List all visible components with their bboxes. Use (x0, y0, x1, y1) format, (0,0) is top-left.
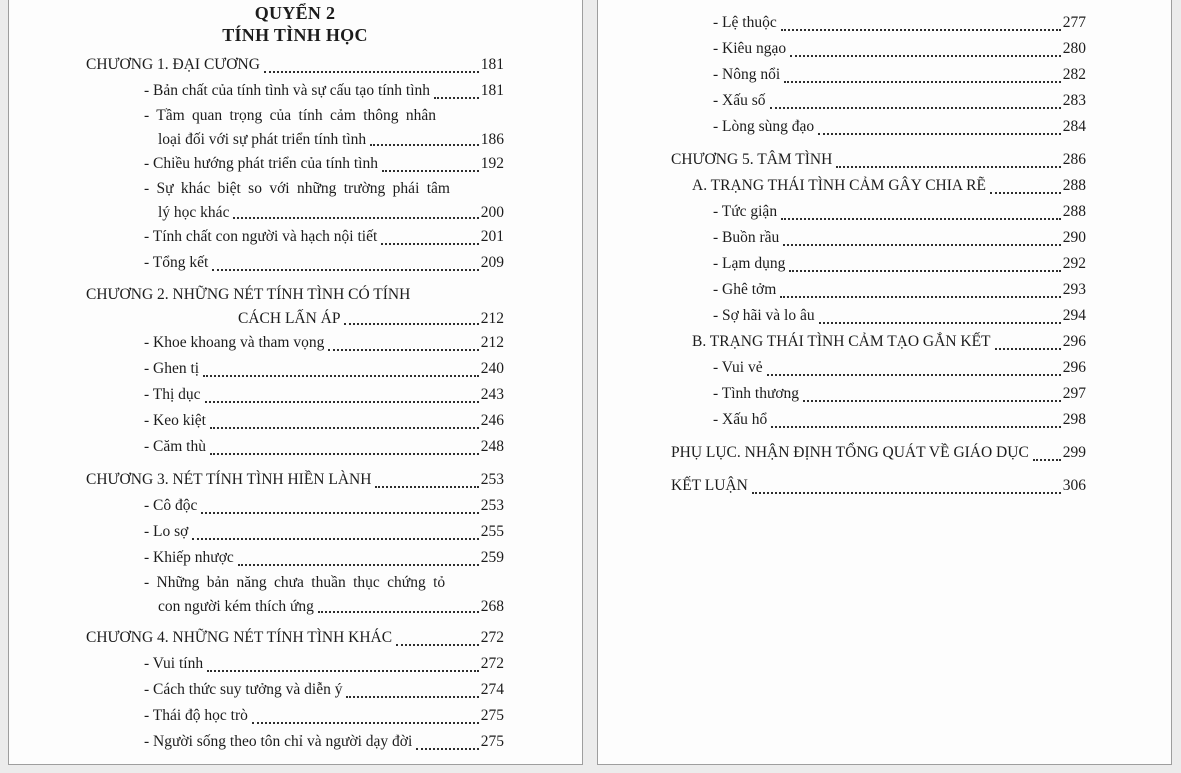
toc-entry (86, 625, 504, 651)
toc-entry-text: con người kém thích ứng (158, 598, 314, 615)
dot-leader (770, 107, 1061, 109)
page-number: 297 (1062, 385, 1086, 402)
page-number: 201 (480, 228, 504, 245)
toc-entry-text: - Sợ hãi và lo âu (713, 307, 815, 324)
dot-leader (781, 29, 1061, 31)
dot-leader (990, 192, 1061, 194)
dot-leader (192, 538, 478, 540)
toc-list-right (671, 10, 1086, 499)
dot-leader (783, 244, 1060, 246)
toc-entry-text: - Ghê tởm (713, 281, 777, 298)
page-number: 275 (480, 733, 504, 750)
toc-entry-text: A. TRẠNG THÁI TÌNH CẢM GÂY CHIA RẼ (692, 177, 986, 194)
toc-entry-text: - Lòng sùng đạo (713, 118, 815, 135)
toc-entry-continuation (86, 595, 504, 618)
dot-leader (818, 133, 1061, 135)
toc-entry (86, 250, 504, 276)
page-number: 283 (1062, 92, 1086, 109)
toc-entry-text: - Cô độc (144, 497, 198, 514)
toc-entry (671, 303, 1086, 329)
page-number: 298 (1062, 411, 1086, 428)
dot-leader (346, 696, 478, 698)
toc-entry-text: - Thị dục (144, 386, 201, 403)
toc-entry-text: - Lo sợ (144, 523, 189, 540)
dot-leader (205, 401, 479, 403)
toc-entry (86, 408, 504, 434)
page-number: 248 (480, 438, 504, 455)
dot-leader (819, 322, 1061, 324)
toc-entry (86, 729, 504, 755)
toc-heading (86, 2, 504, 46)
page-number: 268 (480, 598, 504, 615)
dot-leader (790, 55, 1061, 57)
page-number: 240 (480, 360, 504, 377)
page-number: 253 (480, 497, 504, 514)
toc-entry (86, 571, 504, 595)
toc-entry (671, 251, 1086, 277)
toc-entry (86, 651, 504, 677)
page-number: 255 (480, 523, 504, 540)
toc-entry-text: CHƯƠNG 2. NHỮNG NÉT TÍNH TÌNH CÓ TÍNH (86, 286, 411, 303)
toc-entry-text: - Xấu hổ (713, 411, 768, 428)
page-number: 288 (1062, 177, 1086, 194)
dot-leader (238, 564, 479, 566)
toc-entry-text: - Cách thức suy tưởng và diễn ý (144, 681, 343, 698)
toc-entry (86, 78, 504, 104)
toc-entry-text: - Khiếp nhược (144, 549, 234, 566)
page-number: 284 (1062, 118, 1086, 135)
page-number: 246 (480, 412, 504, 429)
toc-entry (671, 440, 1086, 466)
toc-entry-text: loại đối với sự phát triển tính tình (158, 131, 367, 148)
toc-entry-text: CHƯƠNG 1. ĐẠI CƯƠNG (86, 56, 260, 73)
toc-entry-text: lý học khác (158, 204, 230, 221)
toc-entry (671, 381, 1086, 407)
toc-entry (86, 151, 504, 177)
toc-page-right (597, 0, 1172, 765)
toc-entry-text: - Kiêu ngạo (713, 40, 787, 57)
dot-leader (233, 217, 478, 219)
page-number: 212 (480, 310, 504, 327)
toc-entry (671, 88, 1086, 114)
page-number: 286 (1062, 151, 1086, 168)
dot-leader (771, 426, 1061, 428)
toc-entry (86, 434, 504, 460)
toc-entry-text: - Lạm dụng (713, 255, 786, 272)
page-number: 282 (1062, 66, 1086, 83)
page-number: 186 (480, 131, 504, 148)
toc-entry-text: - Tổng kết (144, 254, 209, 271)
page-number: 277 (1062, 14, 1086, 31)
dot-leader (201, 512, 478, 514)
dot-leader (803, 400, 1061, 402)
dot-leader (434, 97, 479, 99)
toc-entry-text: - Sự khác biệt so với những trường phái tâm (144, 180, 450, 197)
dot-leader (789, 270, 1060, 272)
toc-entry-text: - Những bản năng chưa thuần thục chứng tỏ (144, 574, 446, 591)
toc-entry (86, 356, 504, 382)
toc-entry (671, 473, 1086, 499)
toc-entry (671, 329, 1086, 355)
toc-entry-text: - Chiều hướng phát triển của tính tình (144, 155, 378, 172)
page-number: 296 (1062, 333, 1086, 350)
dot-leader (767, 374, 1061, 376)
toc-entry (671, 407, 1086, 433)
page-number: 290 (1062, 229, 1086, 246)
dot-leader (784, 81, 1061, 83)
book-title: TÍNH TÌNH HỌC (222, 25, 368, 45)
dot-leader (416, 748, 478, 750)
volume-title: QUYỂN 2 (254, 3, 336, 23)
toc-entry (86, 545, 504, 571)
toc-entry (86, 493, 504, 519)
toc-entry (671, 225, 1086, 251)
toc-entry (86, 382, 504, 408)
toc-entry-text: - Khoe khoang và tham vọng (144, 334, 325, 351)
toc-entry-text: - Lệ thuộc (713, 14, 777, 31)
toc-entry-continuation (86, 307, 504, 330)
page-number: 272 (480, 655, 504, 672)
dot-leader (210, 453, 479, 455)
page-number: 181 (480, 56, 504, 73)
dot-leader (328, 349, 478, 351)
dot-leader (995, 348, 1061, 350)
toc-entry-text: CHƯƠNG 5. TÂM TÌNH (671, 151, 833, 168)
dot-leader (207, 670, 479, 672)
page-number: 200 (480, 204, 504, 221)
toc-entry-text: PHỤ LỤC. NHẬN ĐỊNH TỔNG QUÁT VỀ GIÁO DỤC (671, 444, 1029, 461)
dot-leader (210, 427, 479, 429)
page-number: 274 (480, 681, 504, 698)
page-number: 181 (480, 82, 504, 99)
toc-entry-text: CÁCH LẤN ÁP (238, 310, 341, 327)
page-number: 306 (1062, 477, 1086, 494)
dot-leader (752, 492, 1061, 494)
toc-entry-text: - Tình thương (713, 385, 800, 402)
page-number: 259 (480, 549, 504, 566)
toc-entry-text: - Tính chất con người và hạch nội tiết (144, 228, 378, 245)
toc-entry-text: - Xấu số (713, 92, 766, 109)
dot-leader (264, 71, 479, 73)
toc-entry (86, 283, 504, 307)
page-number: 299 (1062, 444, 1086, 461)
toc-entry-text: - Keo kiệt (144, 412, 206, 429)
toc-entry (86, 703, 504, 729)
dot-leader (381, 243, 479, 245)
page-number: 253 (480, 471, 504, 488)
toc-page-left (8, 0, 583, 765)
toc-entry (671, 62, 1086, 88)
toc-entry-text: CHƯƠNG 4. NHỮNG NÉT TÍNH TÌNH KHÁC (86, 629, 393, 646)
toc-entry (86, 519, 504, 545)
dot-leader (318, 611, 479, 613)
page-number: 280 (1062, 40, 1086, 57)
dot-leader (212, 269, 478, 271)
toc-entry-text: - Buồn rầu (713, 229, 780, 246)
page-number: 275 (480, 707, 504, 724)
page-number: 272 (480, 629, 504, 646)
toc-entry-text: - Tức giận (713, 203, 778, 220)
toc-entry (671, 147, 1086, 173)
toc-entry (86, 330, 504, 356)
page-number: 296 (1062, 359, 1086, 376)
toc-entry-text: - Người sống theo tôn chỉ và người dạy đời (144, 733, 413, 750)
dot-leader (370, 144, 479, 146)
toc-entry-text: - Tầm quan trọng của tính cảm thông nhân (144, 107, 437, 124)
page-number: 293 (1062, 281, 1086, 298)
toc-entry (671, 114, 1086, 140)
page-number: 192 (480, 155, 504, 172)
dot-leader (252, 722, 479, 724)
toc-entry (671, 36, 1086, 62)
page-number: 288 (1062, 203, 1086, 220)
toc-entry-continuation (86, 128, 504, 151)
toc-entry (86, 177, 504, 201)
toc-entry (671, 199, 1086, 225)
toc-entry (671, 277, 1086, 303)
dot-leader (396, 644, 479, 646)
dot-leader (1033, 459, 1061, 461)
toc-list-left (86, 52, 504, 755)
toc-entry-text: - Vui tính (144, 655, 204, 672)
dot-leader (781, 218, 1061, 220)
toc-entry (671, 173, 1086, 199)
dot-leader (382, 170, 479, 172)
toc-entry (86, 104, 504, 128)
toc-entry (671, 355, 1086, 381)
dot-leader (203, 375, 479, 377)
toc-entry (671, 10, 1086, 36)
toc-entry-text: KẾT LUẬN (671, 477, 748, 494)
page-number: 209 (480, 254, 504, 271)
dot-leader (780, 296, 1060, 298)
toc-entry-text: B. TRẠNG THÁI TÌNH CẢM TẠO GẮN KẾT (692, 333, 991, 350)
page-number: 243 (480, 386, 504, 403)
page-number: 292 (1062, 255, 1086, 272)
toc-entry-text: - Bản chất của tính tình và sự cấu tạo tính tình (144, 82, 431, 99)
dot-leader (344, 323, 478, 325)
toc-entry-text: CHƯƠNG 3. NÉT TÍNH TÌNH HIỀN LÀNH (86, 471, 372, 488)
toc-entry-continuation (86, 201, 504, 224)
page-number: 212 (480, 334, 504, 351)
dot-leader (375, 486, 478, 488)
page-number: 294 (1062, 307, 1086, 324)
toc-entry (86, 467, 504, 493)
dot-leader (836, 166, 1060, 168)
toc-entry-text: - Thái độ học trò (144, 707, 248, 724)
toc-entry (86, 677, 504, 703)
toc-entry-text: - Nông nổi (713, 66, 781, 83)
toc-entry (86, 52, 504, 78)
toc-entry (86, 224, 504, 250)
toc-entry-text: - Ghen tị (144, 360, 200, 377)
toc-entry-text: - Căm thù (144, 438, 206, 455)
toc-entry-text: - Vui vẻ (713, 359, 763, 376)
